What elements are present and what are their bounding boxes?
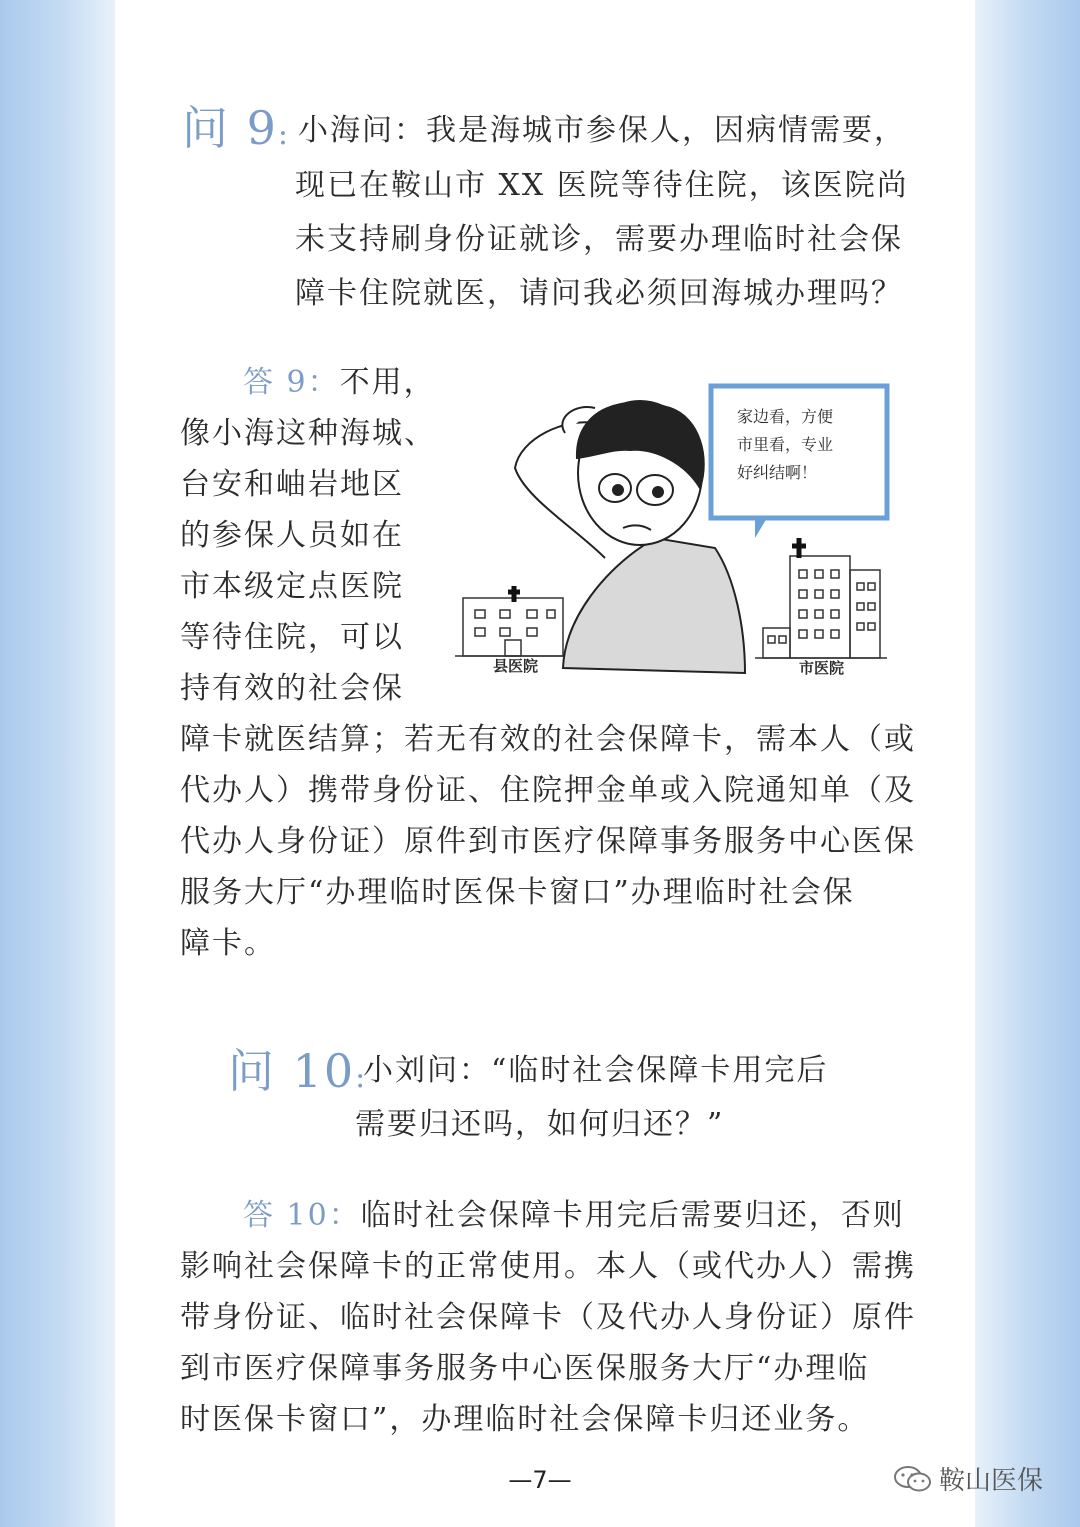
a9-narrow-line-2: 台安和岫岩地区 [180, 467, 404, 502]
q9-line-2: 现已在鞍山市 XX 医院等待住院，该医院尚 [295, 168, 909, 203]
a9-wide-line-1: 障卡就医结算；若无有效的社会保障卡，需本人（或 [180, 722, 916, 757]
a9-wide-line-3: 代办人身份证）原件到市医疗保障事务服务中心医保 [180, 824, 916, 859]
city-hospital-label: 市医院 [799, 659, 845, 677]
a9-narrow-line-4: 市本级定点医院 [180, 569, 404, 604]
a10-line-4: 时医保卡窗口”，办理临时社会保障卡归还业务。 [180, 1402, 870, 1437]
a9-wide-line-4: 服务大厅“办理临时医保卡窗口”办理临时社会保 [180, 875, 855, 910]
city-hospital-building [755, 538, 887, 658]
a9-wide-line-5: 障卡。 [180, 926, 276, 961]
a10-line-3: 到市医疗保障事务服务中心医保服务大厅“办理临 [180, 1351, 870, 1386]
bubble-line-3: 好纠结啊！ [737, 463, 818, 482]
watermark-brand: 鞍山医保 [939, 1466, 1044, 1496]
a9-label: 答 9： [243, 365, 340, 400]
q9-label-colon: : [277, 117, 290, 152]
q9-label [182, 92, 290, 158]
left-side-band [0, 0, 115, 1527]
a10-first-line [243, 1190, 905, 1234]
wechat-icon [893, 1464, 933, 1494]
a10-first-text: 临时社会保障卡用完后需要归还，否则 [360, 1198, 905, 1233]
page-number: —7— [508, 1466, 572, 1494]
q9-line-1: 小海问：我是海城市参保人，因病情需要， [298, 113, 906, 148]
a9-narrow-line-5: 等待住院，可以 [180, 620, 404, 655]
a9-first-text: 不用， [339, 365, 436, 400]
a10-label: 答 10： [243, 1198, 361, 1233]
q9-label-main: 问 9 [182, 101, 278, 155]
county-hospital-label: 县医院 [493, 657, 539, 675]
right-side-band [975, 0, 1080, 1527]
speech-bubble [711, 386, 887, 538]
a9-first-line [243, 357, 436, 401]
q10-label [228, 1035, 367, 1101]
q9-line-4: 障卡住院就医，请问我必须回海城办理吗？ [295, 276, 903, 311]
wechat-watermark [893, 1460, 1043, 1497]
q9-line-3: 未支持刷身份证就诊，需要办理临时社会保 [295, 222, 903, 257]
a10-line-2: 带身份证、临时社会保障卡（及代办人身份证）原件 [180, 1300, 916, 1335]
bubble-line-2: 市里看，专业 [737, 435, 834, 454]
a9-narrow-line-6: 持有效的社会保 [180, 671, 404, 706]
q10-label-colon: : [355, 1060, 368, 1095]
q10-line-1: 小刘问：“临时社会保障卡用完后 [363, 1053, 829, 1088]
a9-narrow-line-1: 像小海这种海城、 [180, 416, 436, 451]
a10-line-1: 影响社会保障卡的正常使用。本人（或代办人）需携 [180, 1249, 916, 1284]
q10-label-main: 问 10 [228, 1044, 356, 1098]
confused-patient-illustration [455, 378, 895, 683]
a9-wide-line-2: 代办人）携带身份证、住院押金单或入院通知单（及 [180, 773, 916, 808]
county-hospital-building [455, 586, 570, 656]
bubble-line-1: 家边看，方便 [737, 407, 834, 426]
a9-narrow-line-3: 的参保人员如在 [180, 518, 404, 553]
q10-line-2: 需要归还吗，如何归还？” [355, 1107, 725, 1142]
